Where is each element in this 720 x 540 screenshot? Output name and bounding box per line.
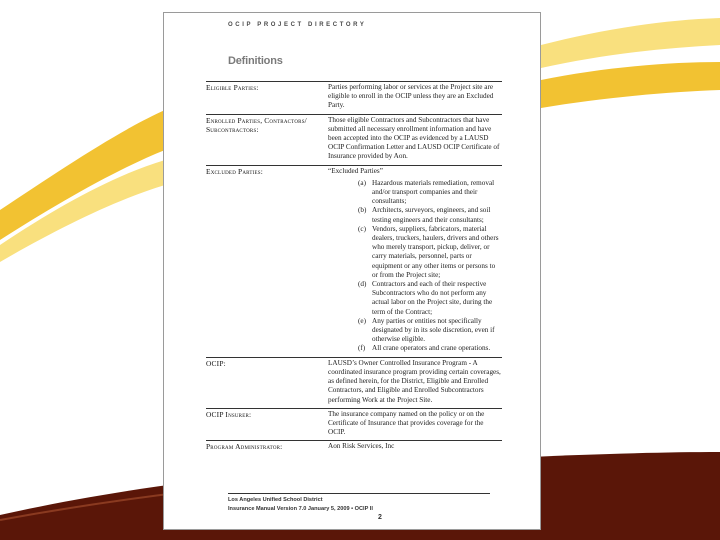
list-item: [358, 206, 502, 224]
list-marker: (e): [358, 316, 366, 325]
list-marker: (c): [358, 224, 366, 233]
list-item: [358, 179, 502, 207]
list-item-text: Architects, surveyors, engineers, and soil testing engineers and their consultants;: [372, 206, 491, 224]
definition-row: [206, 441, 502, 455]
gold-swoosh-right: [541, 62, 720, 108]
list-item-text: Contractors and each of their respective Subcontractors who do not perform any actual labor on the Project site, during the term of the Contract;: [372, 280, 493, 316]
list-marker: (b): [358, 206, 367, 215]
document-header: OCIP PROJECT DIRECTORY: [228, 22, 367, 28]
definition-row: [206, 82, 502, 115]
list-item: [358, 280, 502, 317]
list-marker: (f): [358, 344, 366, 353]
definition-term: Enrolled Parties, Contractors/ Subcontractors:: [206, 114, 326, 165]
definition-term: OCIP:: [206, 357, 326, 408]
definition-text-block: [326, 165, 502, 357]
excluded-parties-list: [328, 179, 502, 354]
list-item: [358, 344, 502, 353]
definition-row: [206, 408, 502, 441]
definition-term: Excluded Parties:: [206, 165, 326, 357]
definition-text: Parties performing labor or services at the Project site are eligible to enroll in the OCIP unless they are an Excluded Party.: [326, 82, 502, 115]
definition-term: Program Administrator:: [206, 441, 326, 455]
page-number: 2: [378, 514, 382, 521]
definition-text: Aon Risk Services, Inc: [326, 441, 502, 455]
definition-term: Eligible Parties:: [206, 82, 326, 115]
footer-divider: [228, 493, 490, 494]
definition-row: [206, 357, 502, 408]
definition-text: LAUSD’s Owner Controlled Insurance Program - A coordinated insurance program providing certain coverages, as defined herein, for the District, Eligible and Enrolled Contractors, and Eligible and Enrolled Subcontractors performing Work at the Project Site.: [326, 357, 502, 408]
definition-row: [206, 114, 502, 165]
list-item-text: All crane operators and crane operations.: [372, 344, 491, 353]
definition-row: [206, 165, 502, 357]
light-swoosh-right: [541, 18, 720, 68]
definitions-table: [206, 81, 502, 455]
list-item-text: Hazardous materials remediation, removal and/or transport companies and their consultants;: [372, 178, 495, 206]
definition-text: Those eligible Contractors and Subcontractors that have submitted all necessary enrollment information and have been accepted into the OCIP as evidenced by a LAUSD OCIP Confirmation Letter and LAUSD OCIP Certificate of Insurance provided by Aon.: [326, 114, 502, 165]
list-marker: (a): [358, 178, 366, 187]
section-title: Definitions: [228, 55, 283, 67]
document-page: [163, 12, 541, 530]
list-item: [358, 225, 502, 280]
list-item-text: Vendors, suppliers, fabricators, material dealers, truckers, haulers, drivers and others who merely transport, pickup, deliver, or carry materials, personnel, parts or equipment or any other items or persons to or from the Project site;: [372, 224, 499, 279]
list-item-text: Any parties or entities not specifically designated by in its sole discretion, even if otherwise eligible.: [372, 316, 495, 344]
list-item: [358, 317, 502, 345]
definition-text: The insurance company named on the policy or on the Certificate of Insurance that provides coverage for the OCIP.: [326, 408, 502, 441]
definition-text: “Excluded Parties”: [328, 166, 383, 175]
footer-version: Insurance Manual Version 7.0 January 5, 2009 • OCIP II: [228, 506, 373, 512]
list-marker: (d): [358, 280, 367, 289]
footer-organization: Los Angeles Unified School District: [228, 497, 323, 503]
definition-term: OCIP Insurer:: [206, 408, 326, 441]
